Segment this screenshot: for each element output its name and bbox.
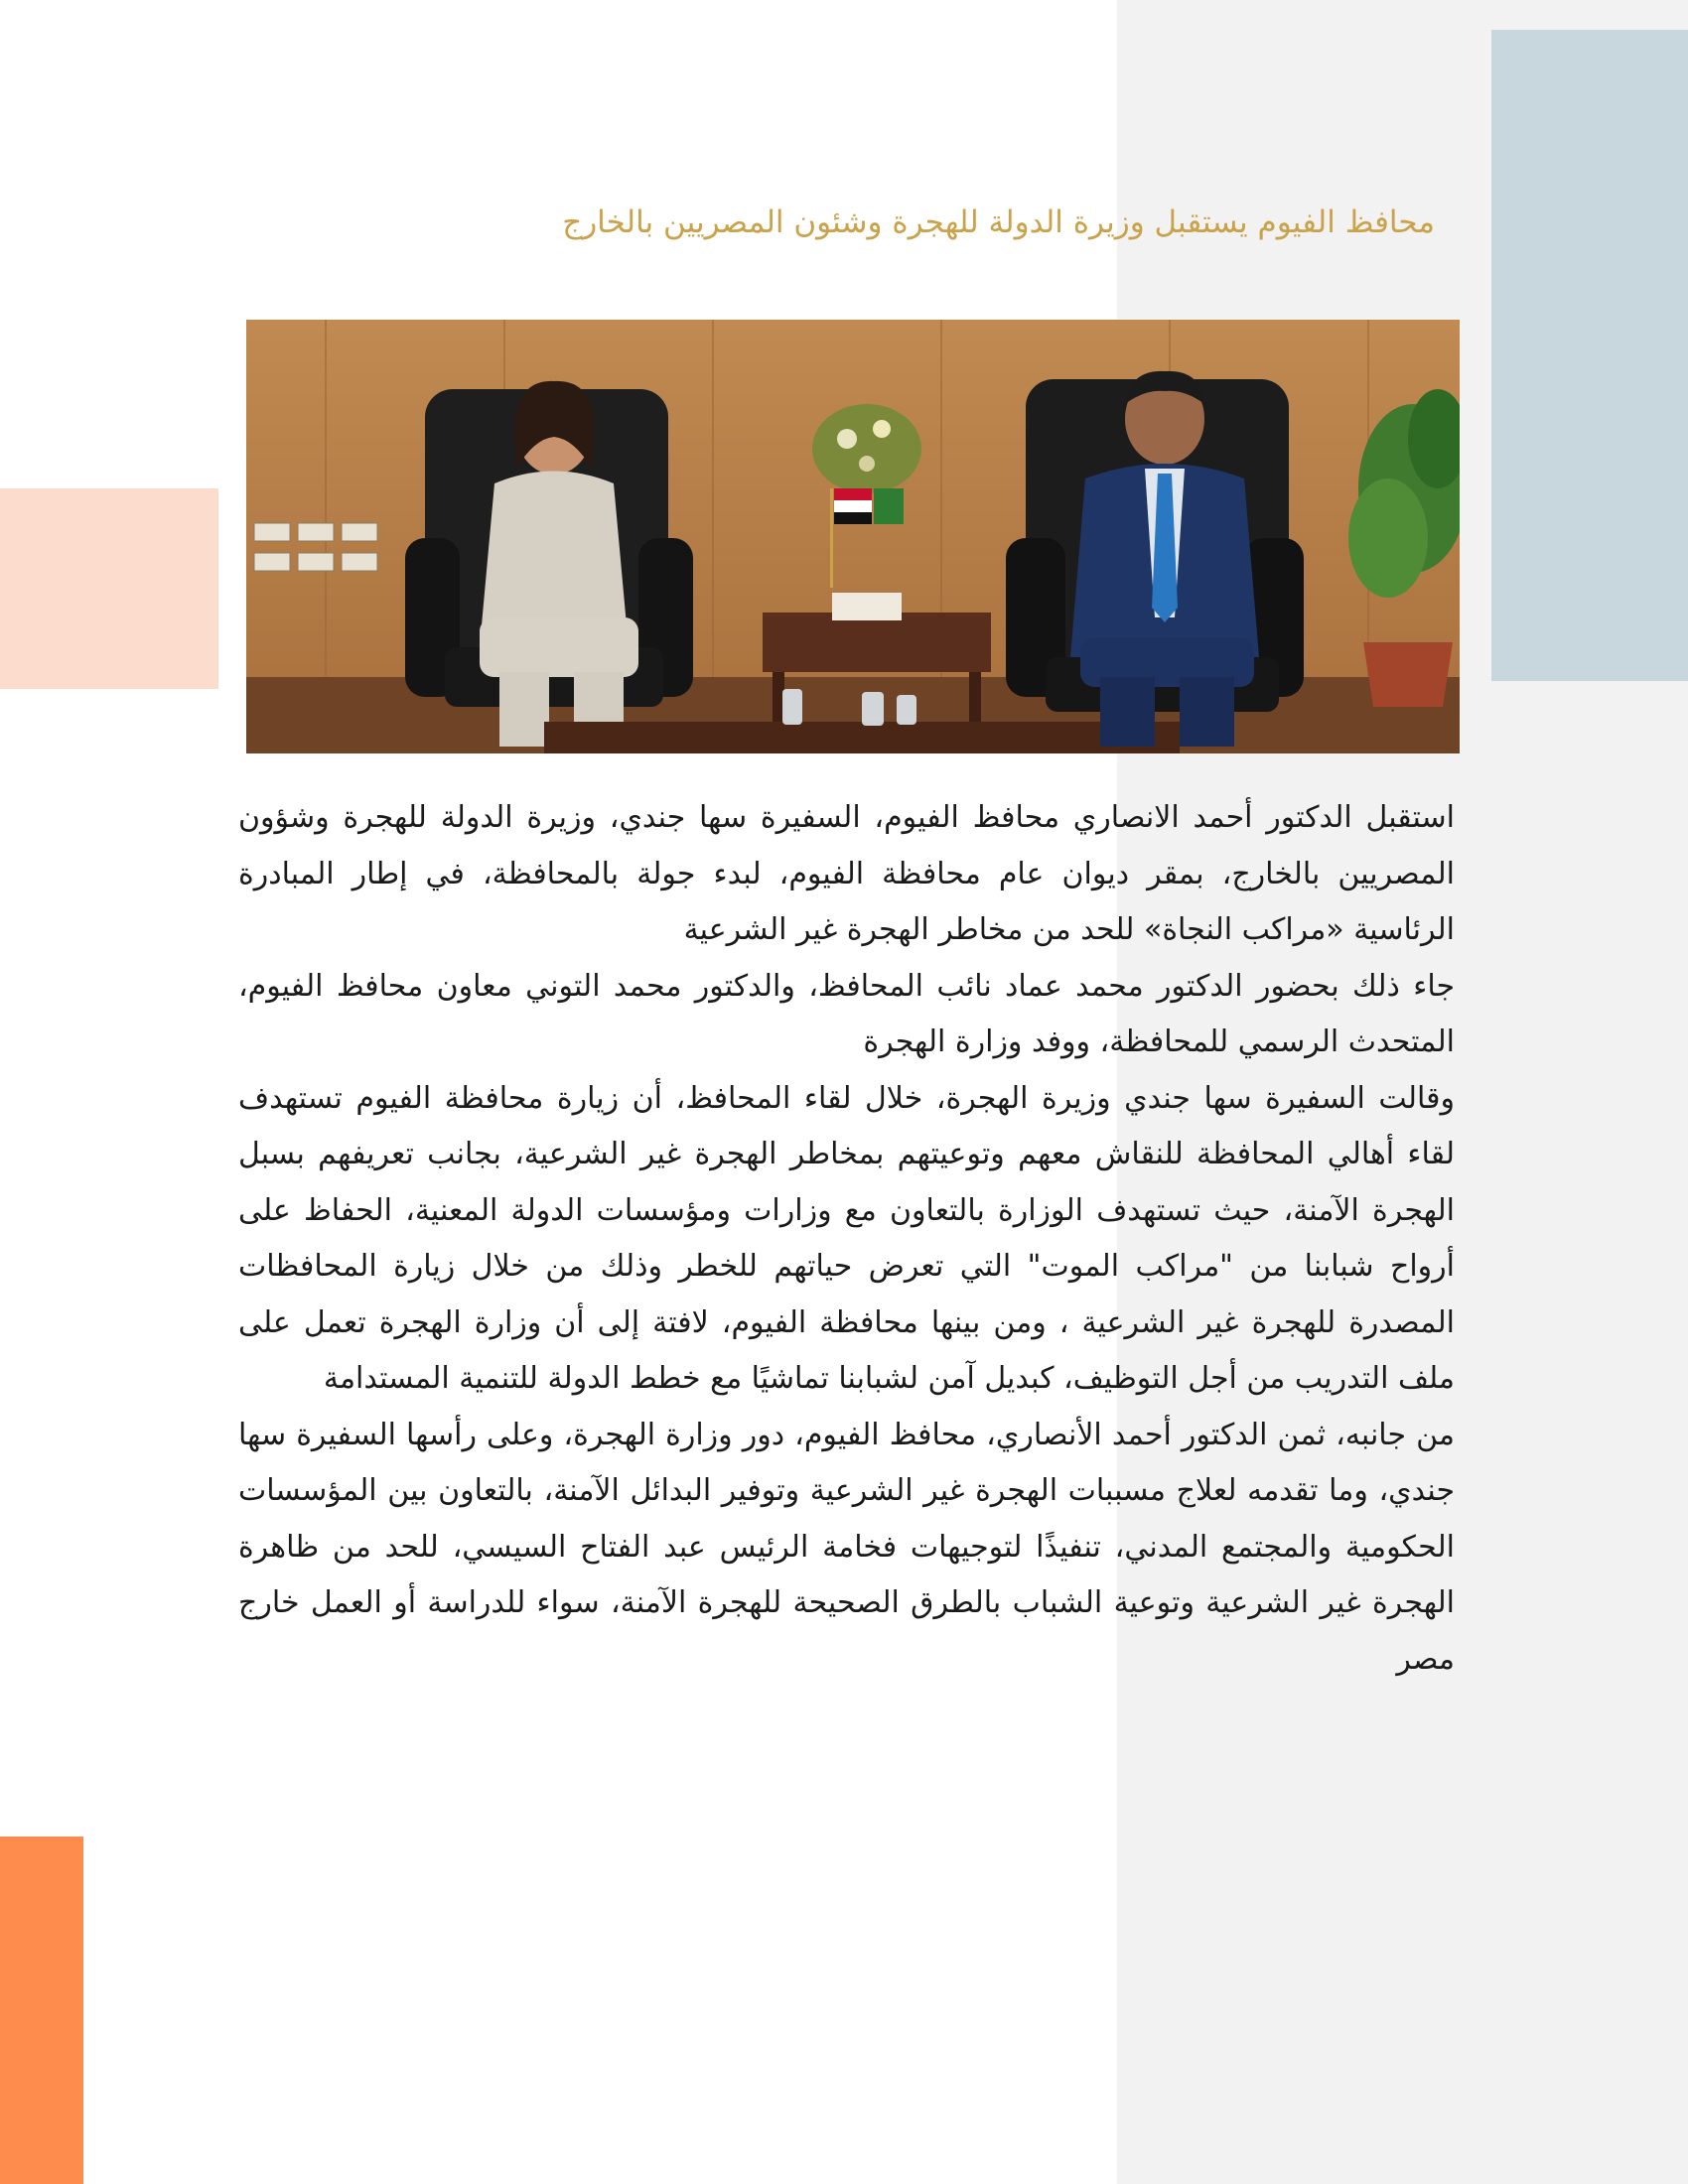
article-body <box>238 790 1455 1688</box>
article-paragraph: وقالت السفيرة سها جندي وزيرة الهجرة، خلال لقاء المحافظ، أن زيارة محافظة الفيوم تستهدف لقاء أهالي المحافظة للنقاش معهم وتوعيتهم بمخاطر الهجرة غير الشرعية، بجانب تعريفهم بسبل الهجرة الآمنة، حيث تستهدف الوزارة بالتعاون مع وزارات ومؤسسات الدولة المعنية، الحفاظ على أرواح شبابنا من "مراكب الموت" التي تعرض حياتهم للخطر وذلك من خلال زيارة المحافظات المصدرة للهجرة غير الشرعية ، ومن بينها محافظة الفيوم، لافتة إلى أن وزارة الهجرة تعمل على ملف التدريب من أجل التوظيف، كبديل آمن لشبابنا تماشيًا مع خطط الدولة للتنمية المستدامة <box>238 1080 1455 1396</box>
article-photo <box>246 320 1460 753</box>
article-paragraph: جاء ذلك بحضور الدكتور محمد عماد نائب المحافظ، والدكتور محمد التوني معاون محافظ الفيوم، المتحدث الرسمي للمحافظة، ووفد وزارة الهجرة <box>238 968 1455 1059</box>
article-paragraph: من جانبه، ثمن الدكتور أحمد الأنصاري، محافظ الفيوم، دور وزارة الهجرة، وعلى رأسها السفيرة سها جندي، وما تقدمه لعلاج مسببات الهجرة غير الشرعية وتوفير البدائل الآمنة، بالتعاون بين المؤسسات الحكومية والمجتمع المدني، تنفيذًا لتوجيهات فخامة الرئيس عبد الفتاح السيسي، للحد من ظاهرة الهجرة غير الشرعية وتوعية الشباب بالطرق الصحيحة للهجرة الآمنة، سواء للدراسة أو العمل خارج مصر <box>238 1417 1455 1677</box>
decor-blue-block <box>1491 30 1688 681</box>
decor-peach-block <box>0 488 218 689</box>
article-title: محافظ الفيوم يستقبل وزيرة الدولة للهجرة وشئون المصريين بالخارج <box>562 205 1435 240</box>
decor-orange-block <box>0 1837 83 2184</box>
article-paragraph: استقبل الدكتور أحمد الانصاري محافظ الفيوم، السفيرة سها جندي، وزيرة الدولة للهجرة وشؤون المصريين بالخارج، بمقر ديوان عام محافظة الفيوم، لبدء جولة بالمحافظة، في إطار المبادرة الرئاسية «مراكب النجاة» للحد من مخاطر الهجرة غير الشرعية <box>238 800 1455 947</box>
